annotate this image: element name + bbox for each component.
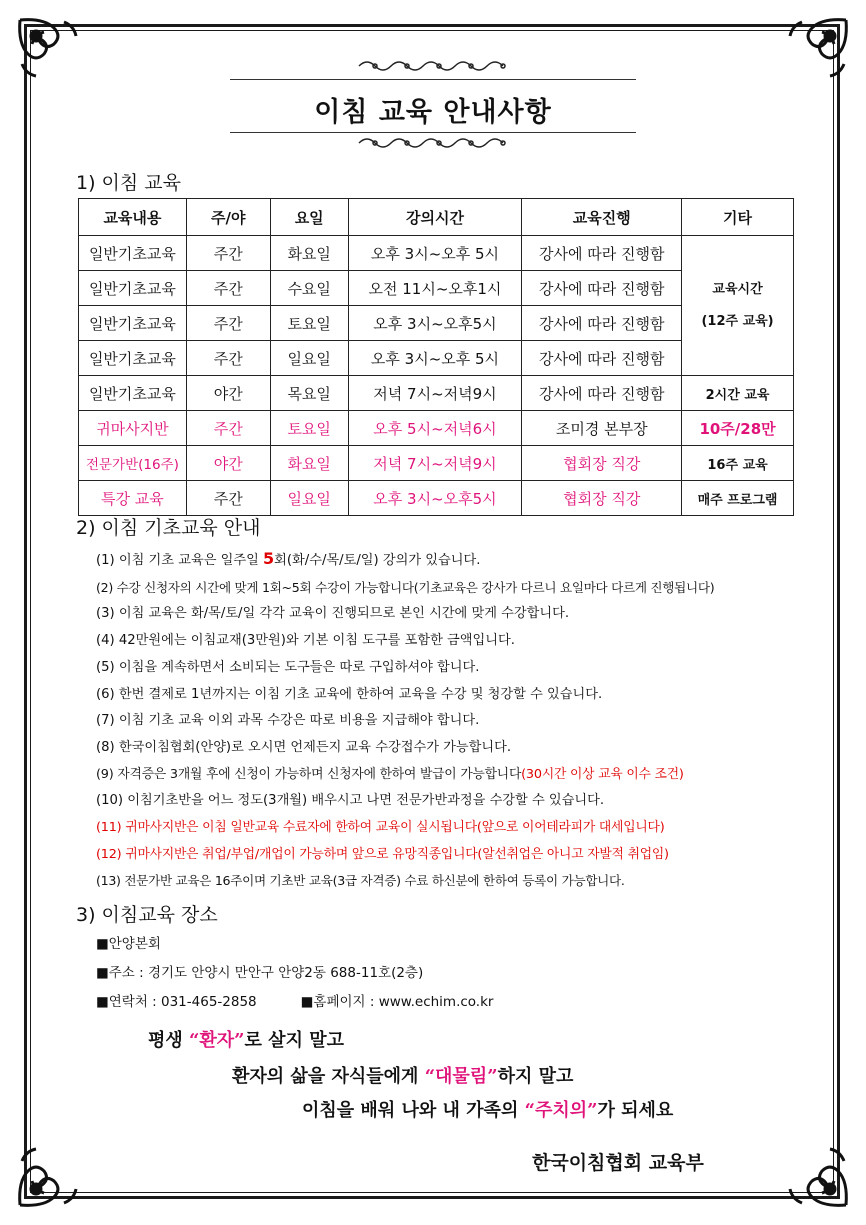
column-header: 기타 [682,199,794,236]
corner-ornament-icon [14,14,84,84]
cell-day-night: 주간 [186,271,270,306]
list-item: (1) 이침 기초 교육은 일주일 5회(화/수/목/토/일) 강의가 있습니다. [96,549,481,568]
list-item: (12) 귀마사지반은 취업/부업/개업이 가능하며 앞으로 유망직종입니다(알선취업은 아니고 자발적 취업임) [96,846,669,862]
highlight-condition: (30시간 이상 교육 이수 조건) [521,766,684,782]
table-header-row [79,199,794,236]
cell-day-night: 주간 [186,481,270,516]
cell-day: 목요일 [270,376,348,411]
homepage-link[interactable]: ■홈페이지 : www.echim.co.kr [300,994,494,1010]
cell-day: 화요일 [270,446,348,481]
column-header: 주/야 [186,199,270,236]
cell-etc: 10주/28만 [682,411,794,446]
cell-lead: 조미경 본부장 [522,411,682,446]
cell-day: 수요일 [270,271,348,306]
etc-merged-line: (12주 교육) [701,313,774,329]
slogan-line-3: 이침을 배워 나와 내 가족의 “주치의”가 되세요 [302,1100,674,1121]
table-row [79,446,794,481]
cell-content: 전문가반(16주) [79,446,187,481]
title-flourish-icon [355,135,511,151]
cell-day: 화요일 [270,236,348,271]
cell-content: 일반기초교육 [79,236,187,271]
cell-day-night: 야간 [186,376,270,411]
list-item: (5) 이침을 계속하면서 소비되는 도구들은 따로 구입하셔야 합니다. [96,659,480,675]
location-info [96,930,493,1017]
schedule-table [78,198,794,516]
cell-lead: 강사에 따라 진행함 [522,306,682,341]
cell-content: 귀마사지반 [79,411,187,446]
cell-time: 오후 3시~오후5시 [348,306,522,341]
cell-lead: 협회장 직강 [522,446,682,481]
cell-etc: 16주 교육 [682,446,794,481]
column-header: 요일 [270,199,348,236]
list-item: (11) 귀마사지반은 이침 일반교육 수료자에 한하여 교육이 실시됩니다(앞으로 이어테라피가 대세입니다) [96,820,665,836]
list-item: (8) 한국이침협회(안양)로 오시면 언제든지 교육 수강접수가 가능합니다. [96,739,512,755]
etc-merged-line: 교육시간 [712,281,763,297]
highlight-number: 5 [263,549,275,568]
cell-etc: 매주 프로그램 [682,481,794,516]
branch-name: ■안양본회 [96,936,161,952]
table-row [79,376,794,411]
cell-content: 일반기초교육 [79,271,187,306]
list-item: (3) 이침 교육은 화/목/토/일 각각 교육이 진행되므로 본인 시간에 맞게 수강합니다. [96,606,570,622]
cell-day-night: 주간 [186,341,270,376]
cell-day-night: 야간 [186,446,270,481]
cell-content: 특강 교육 [79,481,187,516]
cell-content: 일반기초교육 [79,376,187,411]
list-item: (13) 전문가반 교육은 16주이며 기초반 교육(3급 자격증) 수료 하신분에 한하여 등록이 가능합니다. [96,873,625,889]
slogan-line-2: 환자의 삶을 자식들에게 “대물림”하지 말고 [232,1066,574,1087]
title-block [230,58,636,150]
cell-lead: 강사에 따라 진행함 [522,271,682,306]
list-item: (2) 수강 신청자의 시간에 맞게 1회~5회 수강이 가능합니다(기초교육은 강사가 다르니 요일마다 다르게 진행됩니다) [96,579,715,595]
cell-time: 저녁 7시~저녁9시 [348,376,522,411]
table-row [79,481,794,516]
cell-time: 오전 11시~오후1시 [348,271,522,306]
corner-ornament-icon [782,14,852,84]
title-flourish-icon [355,58,511,74]
cell-etc-merged [682,236,794,376]
slogan-line-1: 평생 “환자”로 살지 말고 [148,1030,345,1051]
cell-day: 일요일 [270,341,348,376]
cell-lead: 강사에 따라 진행함 [522,236,682,271]
cell-day: 일요일 [270,481,348,516]
cell-lead: 강사에 따라 진행함 [522,376,682,411]
section-heading-education: 1) 이침 교육 [76,172,181,194]
list-item: (7) 이침 기초 교육 이외 과목 수강은 따로 비용을 지급해야 합니다. [96,713,480,729]
list-item: (9) 자격증은 3개월 후에 신청이 가능하며 신청자에 한하여 발급이 가능합니다(30시간 이상 교육 이수 조건) [96,766,684,782]
cell-time: 오후 5시~저녁6시 [348,411,522,446]
section-heading-basic-guide: 2) 이침 기초교육 안내 [76,517,261,539]
cell-day-night: 주간 [186,306,270,341]
cell-etc: 2시간 교육 [682,376,794,411]
title-rule-top [230,79,636,80]
corner-ornament-icon [782,1141,852,1211]
cell-content: 일반기초교육 [79,306,187,341]
contact-line [96,988,493,1017]
list-item: (10) 이침기초반을 어느 정도(3개월) 배우시고 나면 전문가반과정을 수강할 수 있습니다. [96,793,605,809]
table-row [79,411,794,446]
cell-lead: 강사에 따라 진행함 [522,341,682,376]
cell-time: 오후 3시~오후 5시 [348,341,522,376]
phone: ■연락처 : 031-465-2858 [96,994,257,1010]
cell-day: 토요일 [270,306,348,341]
list-item: (6) 한번 결제로 1년까지는 이침 기초 교육에 한하여 교육을 수강 및 청강할 수 있습니다. [96,686,603,702]
guide-list [96,546,836,895]
title-rule-bottom [230,132,636,133]
corner-ornament-icon [14,1141,84,1211]
address: ■주소 : 경기도 안양시 만안구 안양2동 688-11호(2층) [96,965,424,981]
cell-time: 저녁 7시~저녁9시 [348,446,522,481]
cell-content: 일반기초교육 [79,341,187,376]
list-item: (4) 42만원에는 이침교재(3만원)와 기본 이침 도구를 포함한 금액입니다. [96,633,515,649]
column-header: 강의시간 [348,199,522,236]
page-title: 이침 교육 안내사항 [314,97,552,128]
table-row [79,236,794,271]
cell-day: 토요일 [270,411,348,446]
column-header: 교육진행 [522,199,682,236]
cell-time: 오후 3시~오후 5시 [348,236,522,271]
section-heading-location: 3) 이침교육 장소 [76,904,218,926]
signature: 한국이침협회 교육부 [532,1152,704,1174]
column-header: 교육내용 [79,199,187,236]
cell-day-night: 주간 [186,411,270,446]
cell-lead: 협회장 직강 [522,481,682,516]
cell-day-night: 주간 [186,236,270,271]
cell-time: 오후 3시~오후5시 [348,481,522,516]
